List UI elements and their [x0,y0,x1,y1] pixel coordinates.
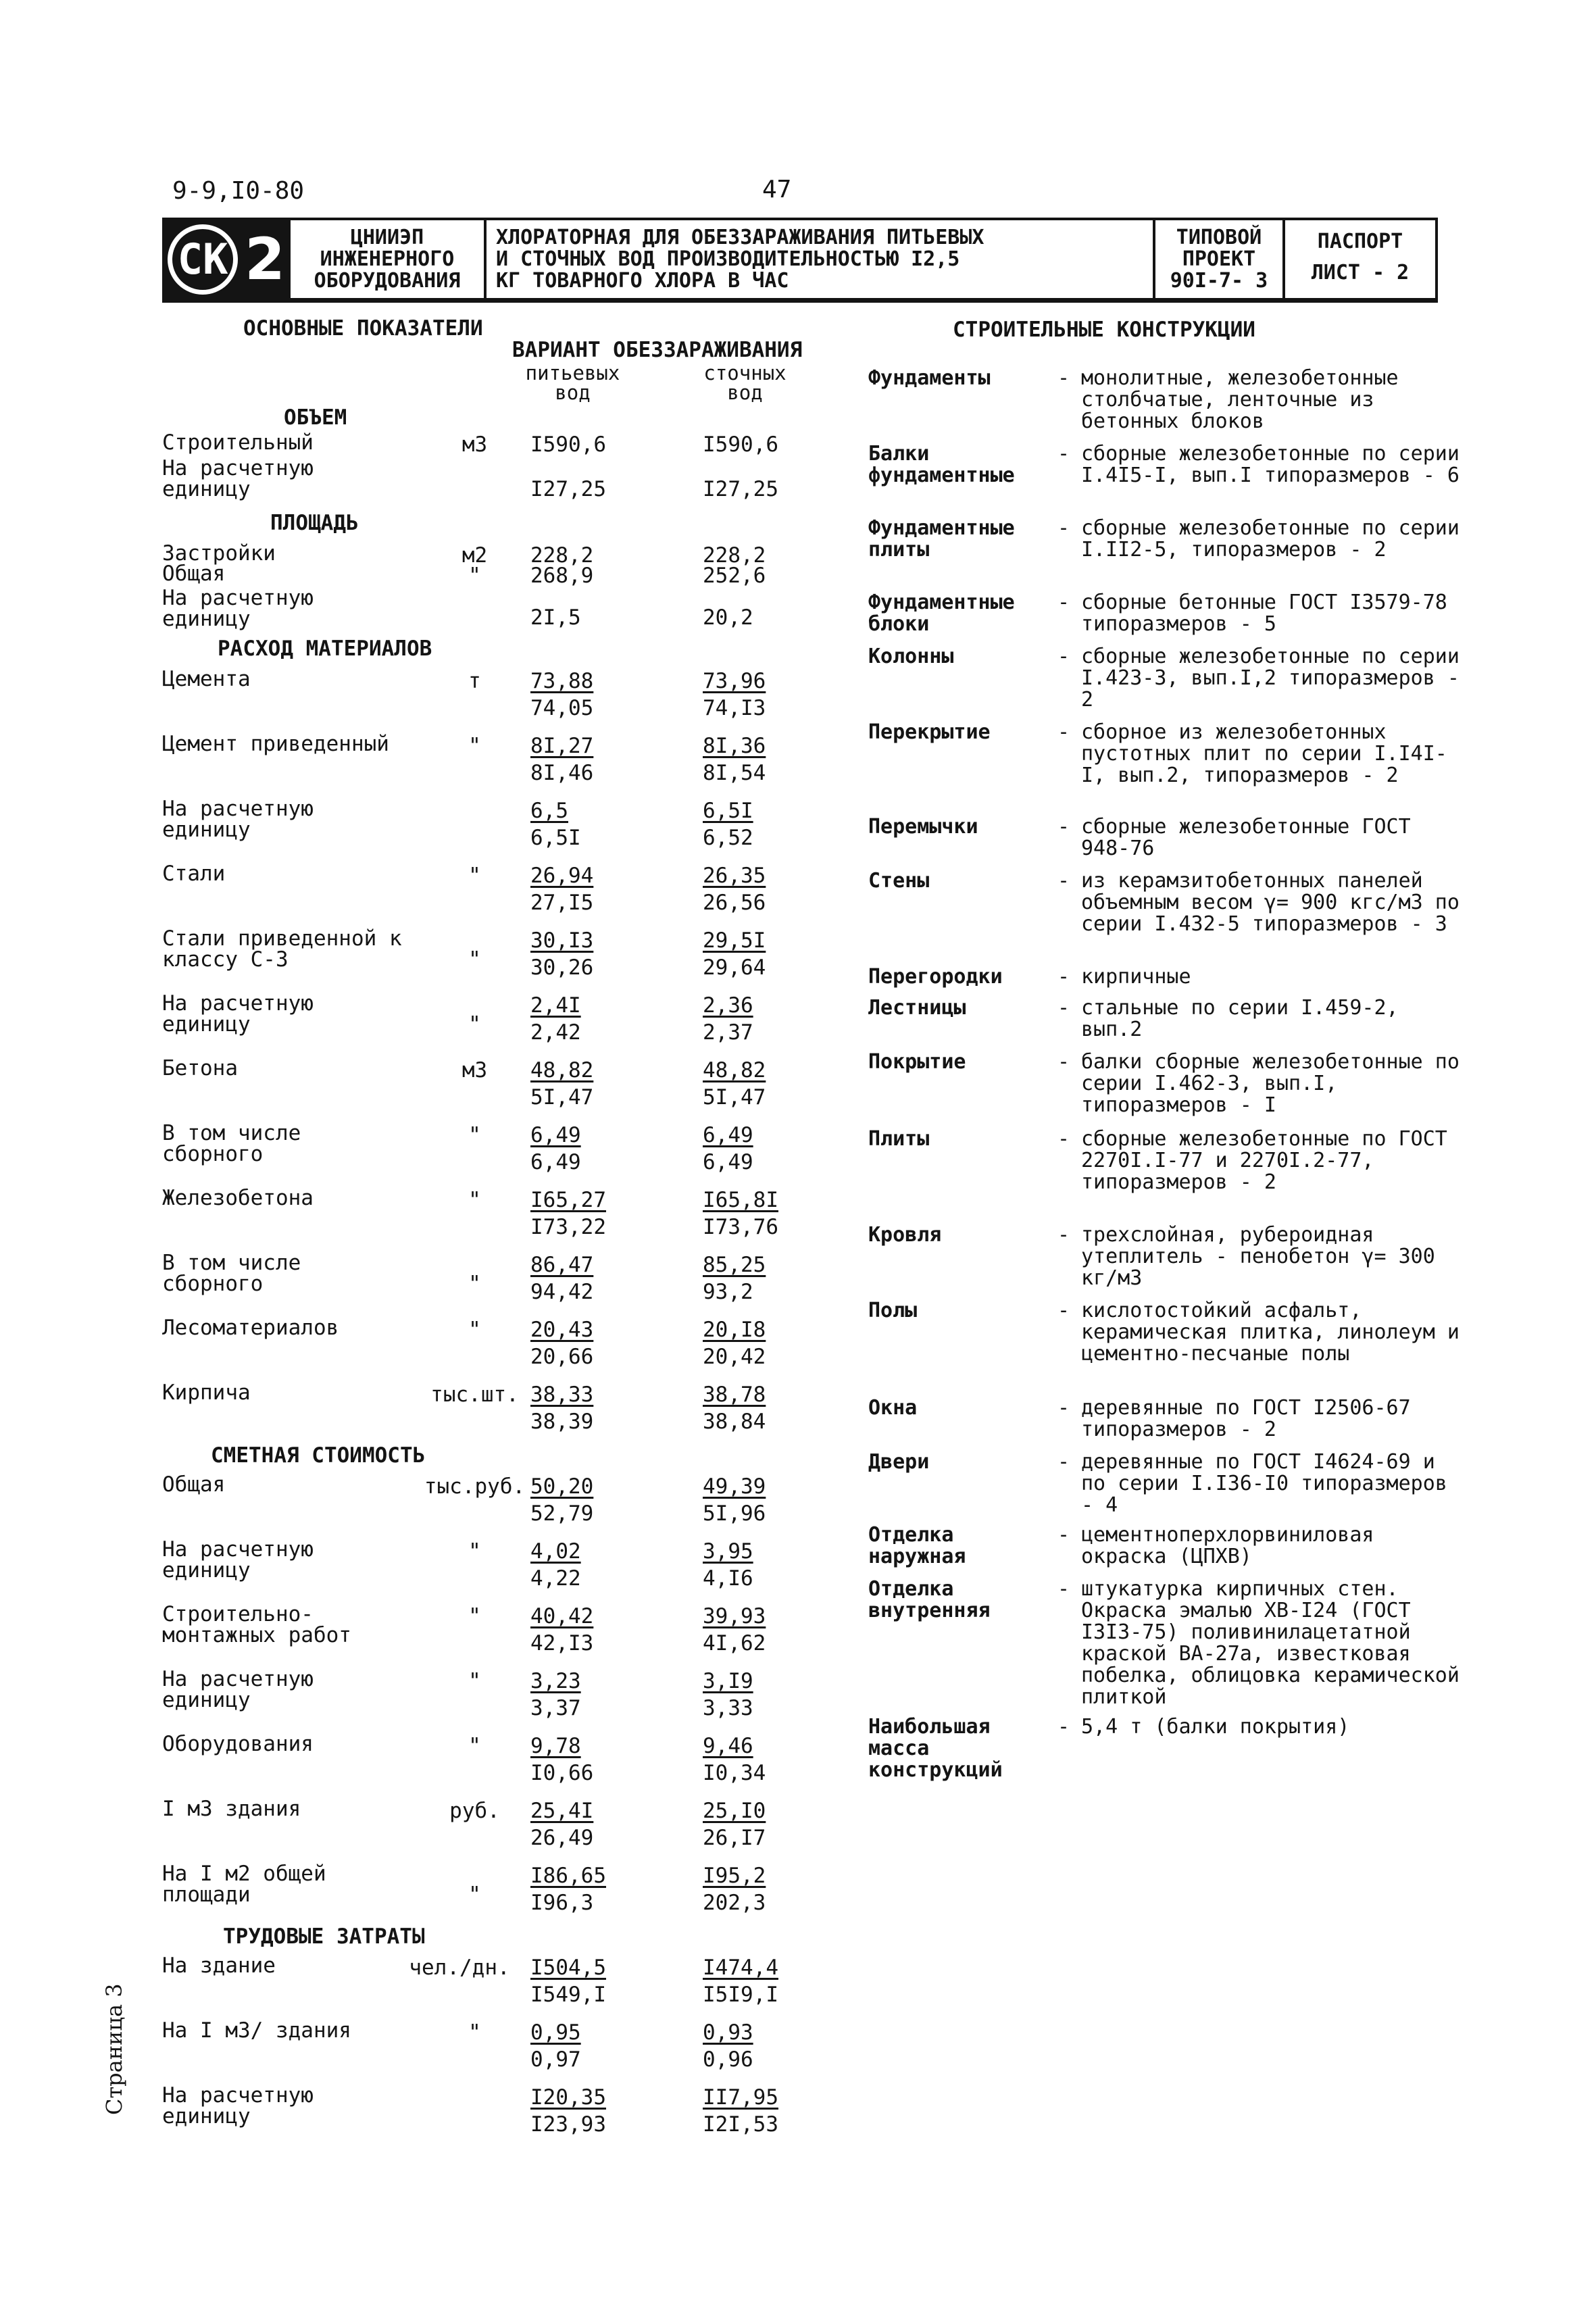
dash: - [1057,1223,1070,1247]
value-drinking-alt: 20,66 [530,1345,594,1369]
value-waste-alt: 20,42 [703,1345,766,1369]
value-drinking: 38,33 [530,1383,594,1407]
value-waste: 20,I8 [703,1318,766,1342]
section-volume: ОБЪЕМ [284,405,347,430]
value-drinking: I20,35 [530,2085,606,2110]
value-drinking-alt: 5I,47 [530,1085,594,1110]
row-unit: тыс.шт. [430,1383,519,1407]
table-row [162,1056,818,1110]
row-unit: " [468,734,481,758]
dash: - [1057,516,1070,540]
item-key: Перемычки [868,815,978,839]
section-title-main-indicators: ОСНОВНЫЕ ПОКАЗАТЕЛИ [243,316,483,341]
value-waste: 85,25 [703,1253,766,1277]
variant-title: ВАРИАНТ ОБЕЗЗАРАЖИВАНИЯ [512,338,803,362]
value-drinking-alt: I73,22 [530,1215,606,1239]
item-key: Плиты [868,1127,930,1151]
row-unit: руб. [449,1799,500,1823]
table-row [162,1380,818,1434]
row-label: Лесоматериалов [162,1316,339,1340]
value-waste: 3,95 [703,1539,753,1564]
value-drinking: I27,25 [530,477,606,501]
table-row [162,1188,818,1237]
sheet-line: ЛИСТ - 2 [1311,261,1410,284]
item-key: Стены [868,869,930,893]
title-block [162,218,1438,303]
item-key: Фундаментные блоки [868,591,1015,636]
item-value: из керамзитобетонных панелей объемным весом γ= 900 кгс/м3 по серии I.432-5 типоразмеров - 3 [1081,869,1460,936]
value-drinking: 2,4I [530,993,581,1018]
table-row [162,862,818,915]
table-row [162,1953,818,2007]
dash: - [1057,815,1070,839]
value-waste-alt: 4,I6 [703,1566,753,1591]
section-cost: СМЕТНАЯ СТОИМОСТЬ [211,1443,426,1468]
table-row [162,1669,818,1718]
row-unit: " [468,947,481,972]
row-unit: м2 [462,543,488,568]
section-materials: РАСХОД МАТЕРИАЛОВ [218,637,432,661]
dash: - [1057,996,1070,1020]
item-key: Отделка наружная [868,1523,966,1568]
page-number: 47 [762,176,792,203]
value-drinking: 20,43 [530,1318,594,1342]
table-row [162,1734,818,1783]
row-label: Оборудования [162,1732,314,1756]
dash: - [1057,1396,1070,1420]
row-unit: " [468,1012,481,1037]
section-area: ПЛОЩАДЬ [270,511,359,535]
table-row [162,1862,818,1915]
value-drinking: 26,94 [530,864,594,888]
value-waste: 6,49 [703,1123,753,1147]
item-key: Наибольшая масса конструкций [868,1715,1003,1782]
dash: - [1057,1127,1070,1151]
value-drinking: I590,6 [530,432,606,457]
row-unit: " [468,1734,481,1758]
row-label: Строительный [162,430,314,455]
dash: - [1057,869,1070,893]
project-line: ТИПОВОЙ [1176,226,1262,249]
value-waste-alt: 26,I7 [703,1826,766,1850]
row-unit: " [468,1123,481,1147]
value-waste: 228,2 [703,543,766,568]
table-row [162,1123,818,1172]
sheet-line: ПАСПОРТ [1317,230,1403,253]
project-line: ПРОЕКТ [1182,247,1256,271]
value-waste: 3,I9 [703,1669,753,1693]
row-unit: " [468,1604,481,1628]
item-value: кислотостойкий асфальт, керамическая плитка, линолеум и цементно-песчаные полы [1081,1299,1460,1366]
item-value: балки сборные железобетонные по серии I.462-3, вып.I, типоразмеров - I [1081,1050,1460,1117]
column-header-waste: сточных вод [703,362,787,404]
row-label: Цемента [162,667,251,691]
table-row [162,1472,818,1526]
table-row [162,1602,818,1656]
value-drinking-alt: 94,42 [530,1280,594,1304]
value-waste: 38,78 [703,1383,766,1407]
item-value: цементноперхлорвиниловая окраска (ЦПХВ) [1081,1523,1374,1568]
table-row [162,2083,818,2137]
row-unit: " [468,1883,481,1907]
row-unit: " [468,1669,481,1693]
table-row [162,669,818,718]
value-drinking-alt: 0,97 [530,2047,581,2072]
item-value: стальные по серии I.459-2, вып.2 [1081,996,1399,1041]
row-unit: м3 [462,1058,488,1082]
value-drinking: I504,5 [530,1956,606,1980]
item-value: 5,4 т (балки покрытия) [1081,1715,1350,1739]
item-key: Фундаментные плиты [868,516,1015,562]
value-waste-alt: I5I9,I [703,1983,778,2007]
item-value: сборные железобетонные ГОСТ 948-76 [1081,815,1411,860]
value-drinking-alt: 30,26 [530,955,594,980]
row-label: На расчетную единицу [162,991,314,1037]
table-row [162,2018,818,2072]
row-label: На расчетную единицу [162,1667,314,1712]
item-key: Окна [868,1396,918,1420]
value-drinking: 73,88 [530,669,594,693]
dash: - [1057,720,1070,744]
value-drinking-alt: 42,I3 [530,1631,594,1656]
item-value: сборные железобетонные по серии I.II2-5, типоразмеров - 2 [1081,516,1460,562]
value-drinking: 0,95 [530,2020,581,2045]
row-unit: " [468,1188,481,1212]
value-drinking: 40,42 [530,1604,594,1628]
logo [165,220,291,298]
row-unit: " [468,1272,481,1296]
value-waste: I27,25 [703,477,778,501]
item-key: Фундаменты [868,366,991,390]
value-waste: 9,46 [703,1734,753,1758]
row-label: На расчетную единицу [162,1537,314,1583]
dash: - [1057,1450,1070,1474]
value-drinking-alt: 38,39 [530,1410,594,1434]
item-value: сборные железобетонные по ГОСТ 2270I.I-77 и 2270I.2-77, типоразмеров - 2 [1081,1127,1447,1194]
table-row [162,1797,818,1850]
table-row [162,797,818,850]
value-drinking-alt: 2,42 [530,1020,581,1045]
table-row [162,926,818,980]
value-drinking: 6,5 [530,799,568,823]
row-label: На I м2 общей площади [162,1862,326,1907]
value-waste: 29,5I [703,928,766,953]
value-waste-alt: I73,76 [703,1215,778,1239]
table-row [162,1316,818,1369]
value-drinking: I86,65 [530,1864,606,1888]
value-waste-alt: 5I,47 [703,1085,766,1110]
value-drinking-alt: I0,66 [530,1761,594,1785]
row-label: Бетона [162,1056,238,1080]
value-waste-alt: 202,3 [703,1891,766,1915]
item-key: Двери [868,1450,930,1474]
value-waste: I474,4 [703,1956,778,1980]
row-unit: " [468,2020,481,2045]
column-header-drinking: питьевых вод [525,362,620,404]
value-waste: 26,35 [703,864,766,888]
row-label: В том числе сборного [162,1251,301,1296]
value-waste: 20,2 [703,605,753,630]
value-drinking-alt: 27,I5 [530,891,594,915]
logo-circle-icon: СК [168,224,238,295]
item-value: трехслойная, рубероидная утеплитель - пенобетон γ= 300 кг/м3 [1081,1223,1435,1290]
value-drinking: 25,4I [530,1799,594,1823]
section-title-structures: СТРОИТЕЛЬНЫЕ КОНСТРУКЦИИ [953,318,1255,342]
row-label: На расчетную единицу [162,586,314,631]
value-drinking: 86,47 [530,1253,594,1277]
row-label: В том числе сборного [162,1121,301,1166]
value-drinking-alt: 74,05 [530,696,594,720]
row-label: На расчетную единицу [162,2083,314,2129]
value-drinking: 268,9 [530,564,594,588]
value-waste-alt: I2I,53 [703,2112,778,2137]
value-drinking: 8I,27 [530,734,594,758]
sheet-info [1285,220,1435,298]
value-drinking: 228,2 [530,543,594,568]
value-waste: II7,95 [703,2085,778,2110]
value-waste-alt: 93,2 [703,1280,753,1304]
value-drinking-alt: I23,93 [530,2112,606,2137]
value-drinking: 30,I3 [530,928,594,953]
value-waste: 2,36 [703,993,753,1018]
value-drinking: 4,02 [530,1539,581,1564]
row-unit: тыс.руб. [424,1474,526,1499]
value-waste-alt: 6,49 [703,1150,753,1174]
value-waste: 48,82 [703,1058,766,1082]
value-drinking: 50,20 [530,1474,594,1499]
row-label: Строительно-монтажных работ [162,1602,351,1647]
logo-number: 2 [245,225,285,293]
value-waste: 49,39 [703,1474,766,1499]
row-unit: " [468,564,481,588]
item-value: монолитные, железобетонные столбчатые, ленточные из бетонных блоков [1081,366,1399,433]
item-key: Покрытие [868,1050,966,1074]
item-value: сборные бетонные ГОСТ I3579-78 типоразмеров - 5 [1081,591,1447,636]
value-waste-alt: 38,84 [703,1410,766,1434]
row-label: Кирпича [162,1380,251,1405]
value-drinking: 2I,5 [530,605,581,630]
item-key: Перегородки [868,965,1003,989]
row-label: Застройки [162,541,276,566]
value-drinking-alt: 8I,46 [530,761,594,785]
value-waste: 73,96 [703,669,766,693]
project-line: 90I-7- 3 [1170,269,1268,293]
dash: - [1057,1299,1070,1322]
value-waste: 0,93 [703,2020,753,2045]
row-label: На I м3/ здания [162,2018,351,2043]
value-waste-alt: 2,37 [703,1020,753,1045]
row-label: I м3 здания [162,1797,301,1821]
value-drinking-alt: 26,49 [530,1826,594,1850]
value-drinking: 3,23 [530,1669,581,1693]
row-label: Общая [162,1472,226,1497]
dash: - [1057,1715,1070,1739]
dash: - [1057,591,1070,614]
value-waste-alt: I0,34 [703,1761,766,1785]
section-labor: ТРУДОВЫЕ ЗАТРАТЫ [223,1924,425,1949]
value-waste: 8I,36 [703,734,766,758]
row-unit: " [468,864,481,888]
item-key: Балки фундаментные [868,442,1015,487]
document-title [487,220,1155,298]
dash: - [1057,1523,1070,1547]
value-waste-alt: 3,33 [703,1696,753,1720]
value-waste-alt: 0,96 [703,2047,753,2072]
item-key: Лестницы [868,996,966,1020]
row-label: На здание [162,1953,276,1978]
value-waste-alt: 26,56 [703,891,766,915]
value-waste: I95,2 [703,1864,766,1888]
value-drinking-alt: 3,37 [530,1696,581,1720]
value-drinking-alt: I96,3 [530,1891,594,1915]
table-row [162,1251,818,1304]
row-unit: м3 [462,432,488,457]
item-value: штукатурка кирпичных стен. Окраска эмалью ХВ-I24 (ГОСТ I3I3-75) поливинилацетатной краской ВА-27а, известковая побелка, облицовка керамической плиткой [1081,1577,1460,1709]
item-value: сборные железобетонные по серии I.423-3, вып.I,2 типоразмеров - 2 [1081,645,1460,712]
dash: - [1057,645,1070,668]
row-label: Цемент приведенный [162,732,389,756]
value-drinking-alt: 4,22 [530,1566,581,1591]
title-line: И СТОЧНЫХ ВОД ПРОИЗВОДИТЕЛЬНОСТЬЮ I2,5 [496,247,960,271]
row-unit: " [468,1539,481,1564]
item-value: кирпичные [1081,965,1191,989]
value-drinking-alt: I549,I [530,1983,606,2007]
value-waste: 25,I0 [703,1799,766,1823]
value-waste-alt: 74,I3 [703,696,766,720]
item-key: Кровля [868,1223,942,1247]
value-waste-alt: 4I,62 [703,1631,766,1656]
title-line: КГ ТОВАРНОГО ХЛОРА В ЧАС [496,269,789,293]
value-drinking: 9,78 [530,1734,581,1758]
value-waste: 252,6 [703,564,766,588]
dash: - [1057,442,1070,466]
value-drinking: I65,27 [530,1188,606,1212]
value-drinking-alt: 6,49 [530,1150,581,1174]
row-label: На расчетную единицу [162,456,314,501]
row-label: Стали приведенной к классу С-3 [162,926,402,972]
dash: - [1057,1050,1070,1074]
value-waste-alt: 6,52 [703,826,753,850]
value-waste-alt: 5I,96 [703,1501,766,1526]
row-label: Железобетона [162,1186,314,1210]
document-code: 9-9,I0-80 [172,177,305,205]
project-id [1155,220,1285,298]
value-drinking-alt: 6,5I [530,826,581,850]
row-label: На расчетную единицу [162,797,314,842]
value-drinking: 6,49 [530,1123,581,1147]
value-waste: I65,8I [703,1188,778,1212]
organization-name: ЦНИИЭП ИНЖЕНЕРНОГО ОБОРУДОВАНИЯ [291,220,487,298]
row-label: Общая [162,562,226,586]
table-row [162,991,818,1045]
title-line: ХЛОРАТОРНАЯ ДЛЯ ОБЕЗЗАРАЖИВАНИЯ ПИТЬЕВЫХ [496,226,984,249]
row-unit: чел./дн. [409,1956,510,1980]
row-unit: т [468,669,481,693]
value-waste-alt: 8I,54 [703,761,766,785]
item-key: Отделка внутренняя [868,1577,991,1622]
row-unit: " [468,1318,481,1342]
value-waste: I590,6 [703,432,778,457]
row-label: Стали [162,862,226,886]
value-waste-alt: 29,64 [703,955,766,980]
value-waste: 6,5I [703,799,753,823]
item-key: Полы [868,1299,918,1322]
value-drinking: 48,82 [530,1058,594,1082]
dash: - [1057,965,1070,989]
value-waste: 39,93 [703,1604,766,1628]
dash: - [1057,1577,1070,1601]
value-drinking-alt: 52,79 [530,1501,594,1526]
item-value: деревянные по ГОСТ I4624-69 и по серии I.I36-I0 типоразмеров - 4 [1081,1450,1447,1517]
table-row [162,1537,818,1591]
item-key: Перекрытие [868,720,991,744]
item-value: сборные железобетонные по серии I.4I5-I, вып.I типоразмеров - 6 [1081,442,1460,487]
item-key: Колонны [868,645,954,668]
page-side-label: Страница 3 [101,1983,127,2115]
item-value: деревянные по ГОСТ I2506-67 типоразмеров - 2 [1081,1396,1411,1441]
item-value: сборное из железобетонных пустотных плит по серии I.I4I-I, вып.2, типоразмеров - 2 [1081,720,1447,787]
table-row [162,732,818,785]
dash: - [1057,366,1070,390]
